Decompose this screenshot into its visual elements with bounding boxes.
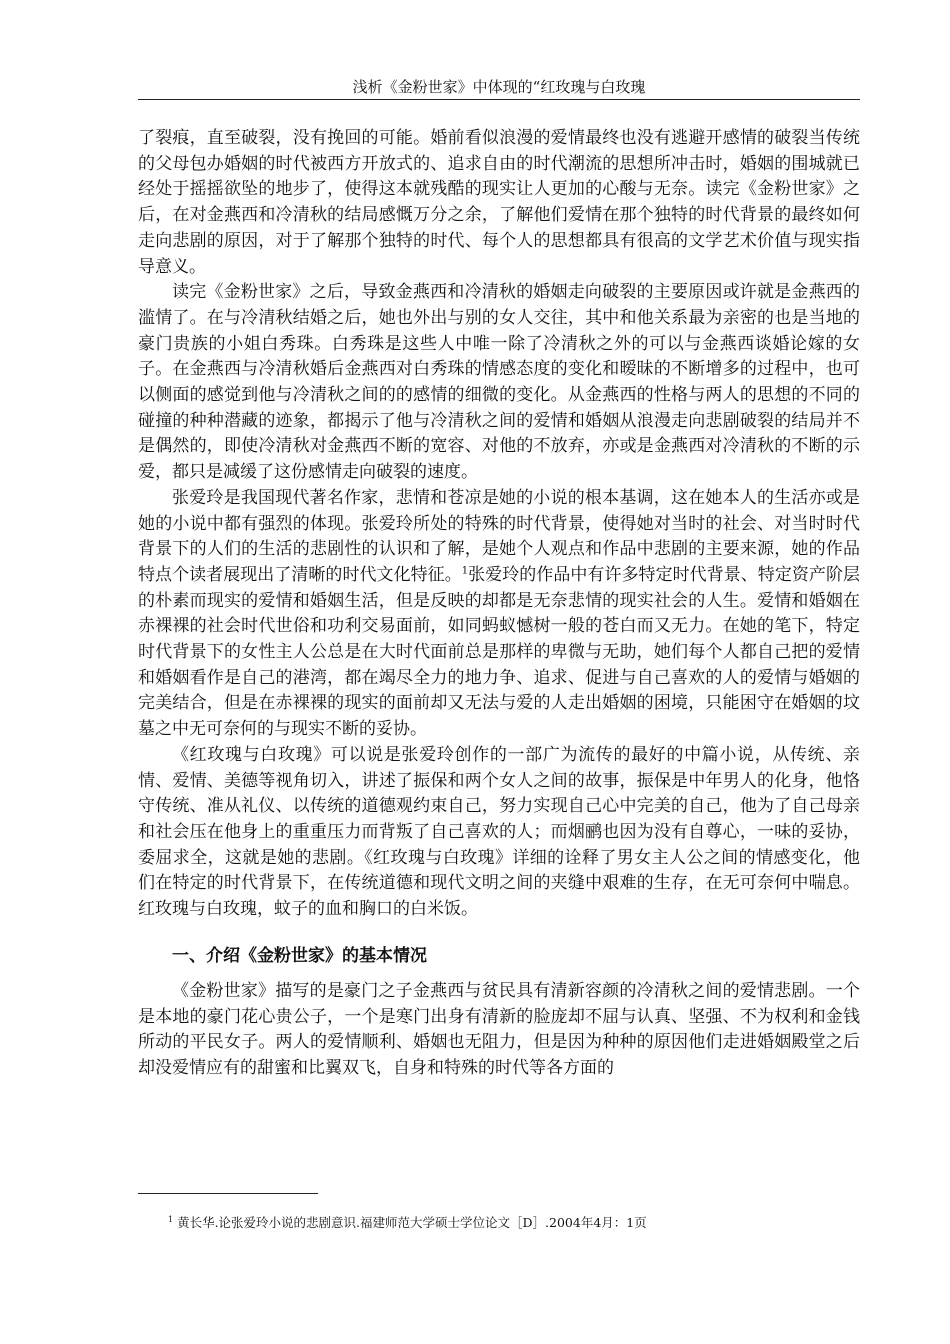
footnote-text: 黄长华.论张爱玲小说的悲剧意识.福建师范大学硕士学位论文［D］.2004年4月：1页 <box>177 1215 647 1230</box>
running-header: 浅析《金粉世家》中体现的“红玫瑰与白玫瑰 <box>352 78 646 96</box>
paragraph-1: 了裂痕，直至破裂，没有挽回的可能。婚前看似浪漫的爱情最终也没有逃避开感情的破裂当传统的父母包办婚姻的时代被西方开放式的、追求自由的时代潮流的思想所冲击时，婚姻的围城就已经处于摇摇欲坠的地步了，使得这本就残酷的现实让人更加的心酸与无奈。读完《金粉世家》之后，在对金燕西和冷清秋的结局感慨万分之余，了解他们爱情在那个独特的时代背景的最终如何走向悲剧的原因，对于了解那个独特的时代、每个人的思想都具有很高的文学艺术价值与现实指导意义。 <box>138 128 860 277</box>
header-rule <box>138 99 860 100</box>
paragraph-3 <box>138 486 860 743</box>
paragraph-4: 《红玫瑰与白玫瑰》可以说是张爱玲创作的一部广为流传的最好的中篇小说，从传统、亲情、爱情、美德等视角切入，讲述了振保和两个女人之间的故事，振保是中年男人的化身，他恪守传统、准从礼仪、以传统的道德观约束自己，努力实现自己心中完美的自己，他为了自己母亲和社会压在他身上的重重压力而背叛了自己喜欢的人；而烟鹂也因为没有自尊心，一味的妥协，委屈求全，这就是她的悲剧。《红玫瑰与白玫瑰》详细的诠释了男女主人公之间的情感变化，他们在特定的时代背景下，在传统道德和现代文明之间的夹缝中艰难的生存，在无可奈何中喘息。红玫瑰与白玫瑰，蚊子的血和胸口的白米饭。 <box>138 744 860 920</box>
section-paragraph: 《金粉世家》描写的是豪门之子金燕西与贫民具有清新容颜的冷清秋之间的爱情悲剧。一个是本地的豪门花心贵公子，一个是寒门出身有清新的脸庞却不屈与认真、坚强、不为权利和金钱所动的平民女子。两人的爱情顺利、婚姻也无阻力，但是因为种种的原因他们走进婚姻殿堂之后却没爱情应有的甜蜜和比翼双飞，自身和特殊的时代等各方面的 <box>138 980 860 1078</box>
footnote-reference[interactable]: 1 <box>461 565 469 577</box>
document-body <box>138 126 860 1082</box>
paragraph-2: 读完《金粉世家》之后，导致金燕西和冷清秋的婚姻走向破裂的主要原因或许就是金燕西的滥情了。在与冷清秋结婚之后，她也外出与别的女人交往，其中和他关系最为亲密的也是当地的豪门贵族的小姐白秀珠。白秀珠是这些人中唯一除了冷清秋之外的可以与金燕西谈婚论嫁的女子。在金燕西与冷清秋婚后金燕西对白秀珠的情感态度的变化和暧昧的不断增多的过程中，也可以侧面的感觉到他与冷清秋之间的的感情的细微的变化。从金燕西的性格与两人的思想的不同的碰撞的种种潜藏的迹象，都揭示了他与冷清秋之间的爱情和婚姻从浪漫走向悲剧破裂的结局并不是偶然的，即使冷清秋对金燕西不断的宽容、对他的不放弃，亦或是金燕西对冷清秋的不断的示爱，都只是减缓了这份感情走向破裂的速度。 <box>138 282 860 483</box>
footnote <box>168 1214 858 1232</box>
footnote-separator <box>138 1193 318 1194</box>
footnote-mark: 1 <box>168 1214 174 1224</box>
section-heading: 一、介绍《金粉世家》的基本情况 <box>172 945 427 966</box>
paragraph-3-text-a: 张爱玲是我国现代著名作家，悲情和苍凉是她的小说的根本基调，这在她本人的生活亦或是她的小说中都有强烈的体现。张爱玲所处的特殊的时代背景，使得她对当时的社会、对当时时代背景下的人们的生活的悲剧性的认识和了解，是她个人观点和作品中悲剧的主要来源，她的作品特点个读者展现出了清晰的时代文化特征。 <box>138 487 860 585</box>
paragraph-3-text-b: 张爱玲的作品中有许多特定时代背景、特定资产阶层的朴素而现实的爱情和婚姻生活，但是反映的却都是无奈悲情的现实社会的人生。爱情和婚姻在赤裸裸的社会时代世俗和功利交易面前，如同蚂蚁憾树一般的苍白而又无力。在她的笔下，特定时代背景下的女性主人公总是在大时代面前总是那样的卑微与无助，她们每个人都自己把的爱情和婚姻看作是自己的港湾，都在竭尽全力的地力争、追求、促进与自己喜欢的人的爱情与婚姻的完美结合，但是在赤裸裸的现实的面前却又无法与爱的人走出婚姻的困境，只能困守在婚姻的坟墓之中无可奈何的与现实不断的妥协。 <box>138 564 860 740</box>
